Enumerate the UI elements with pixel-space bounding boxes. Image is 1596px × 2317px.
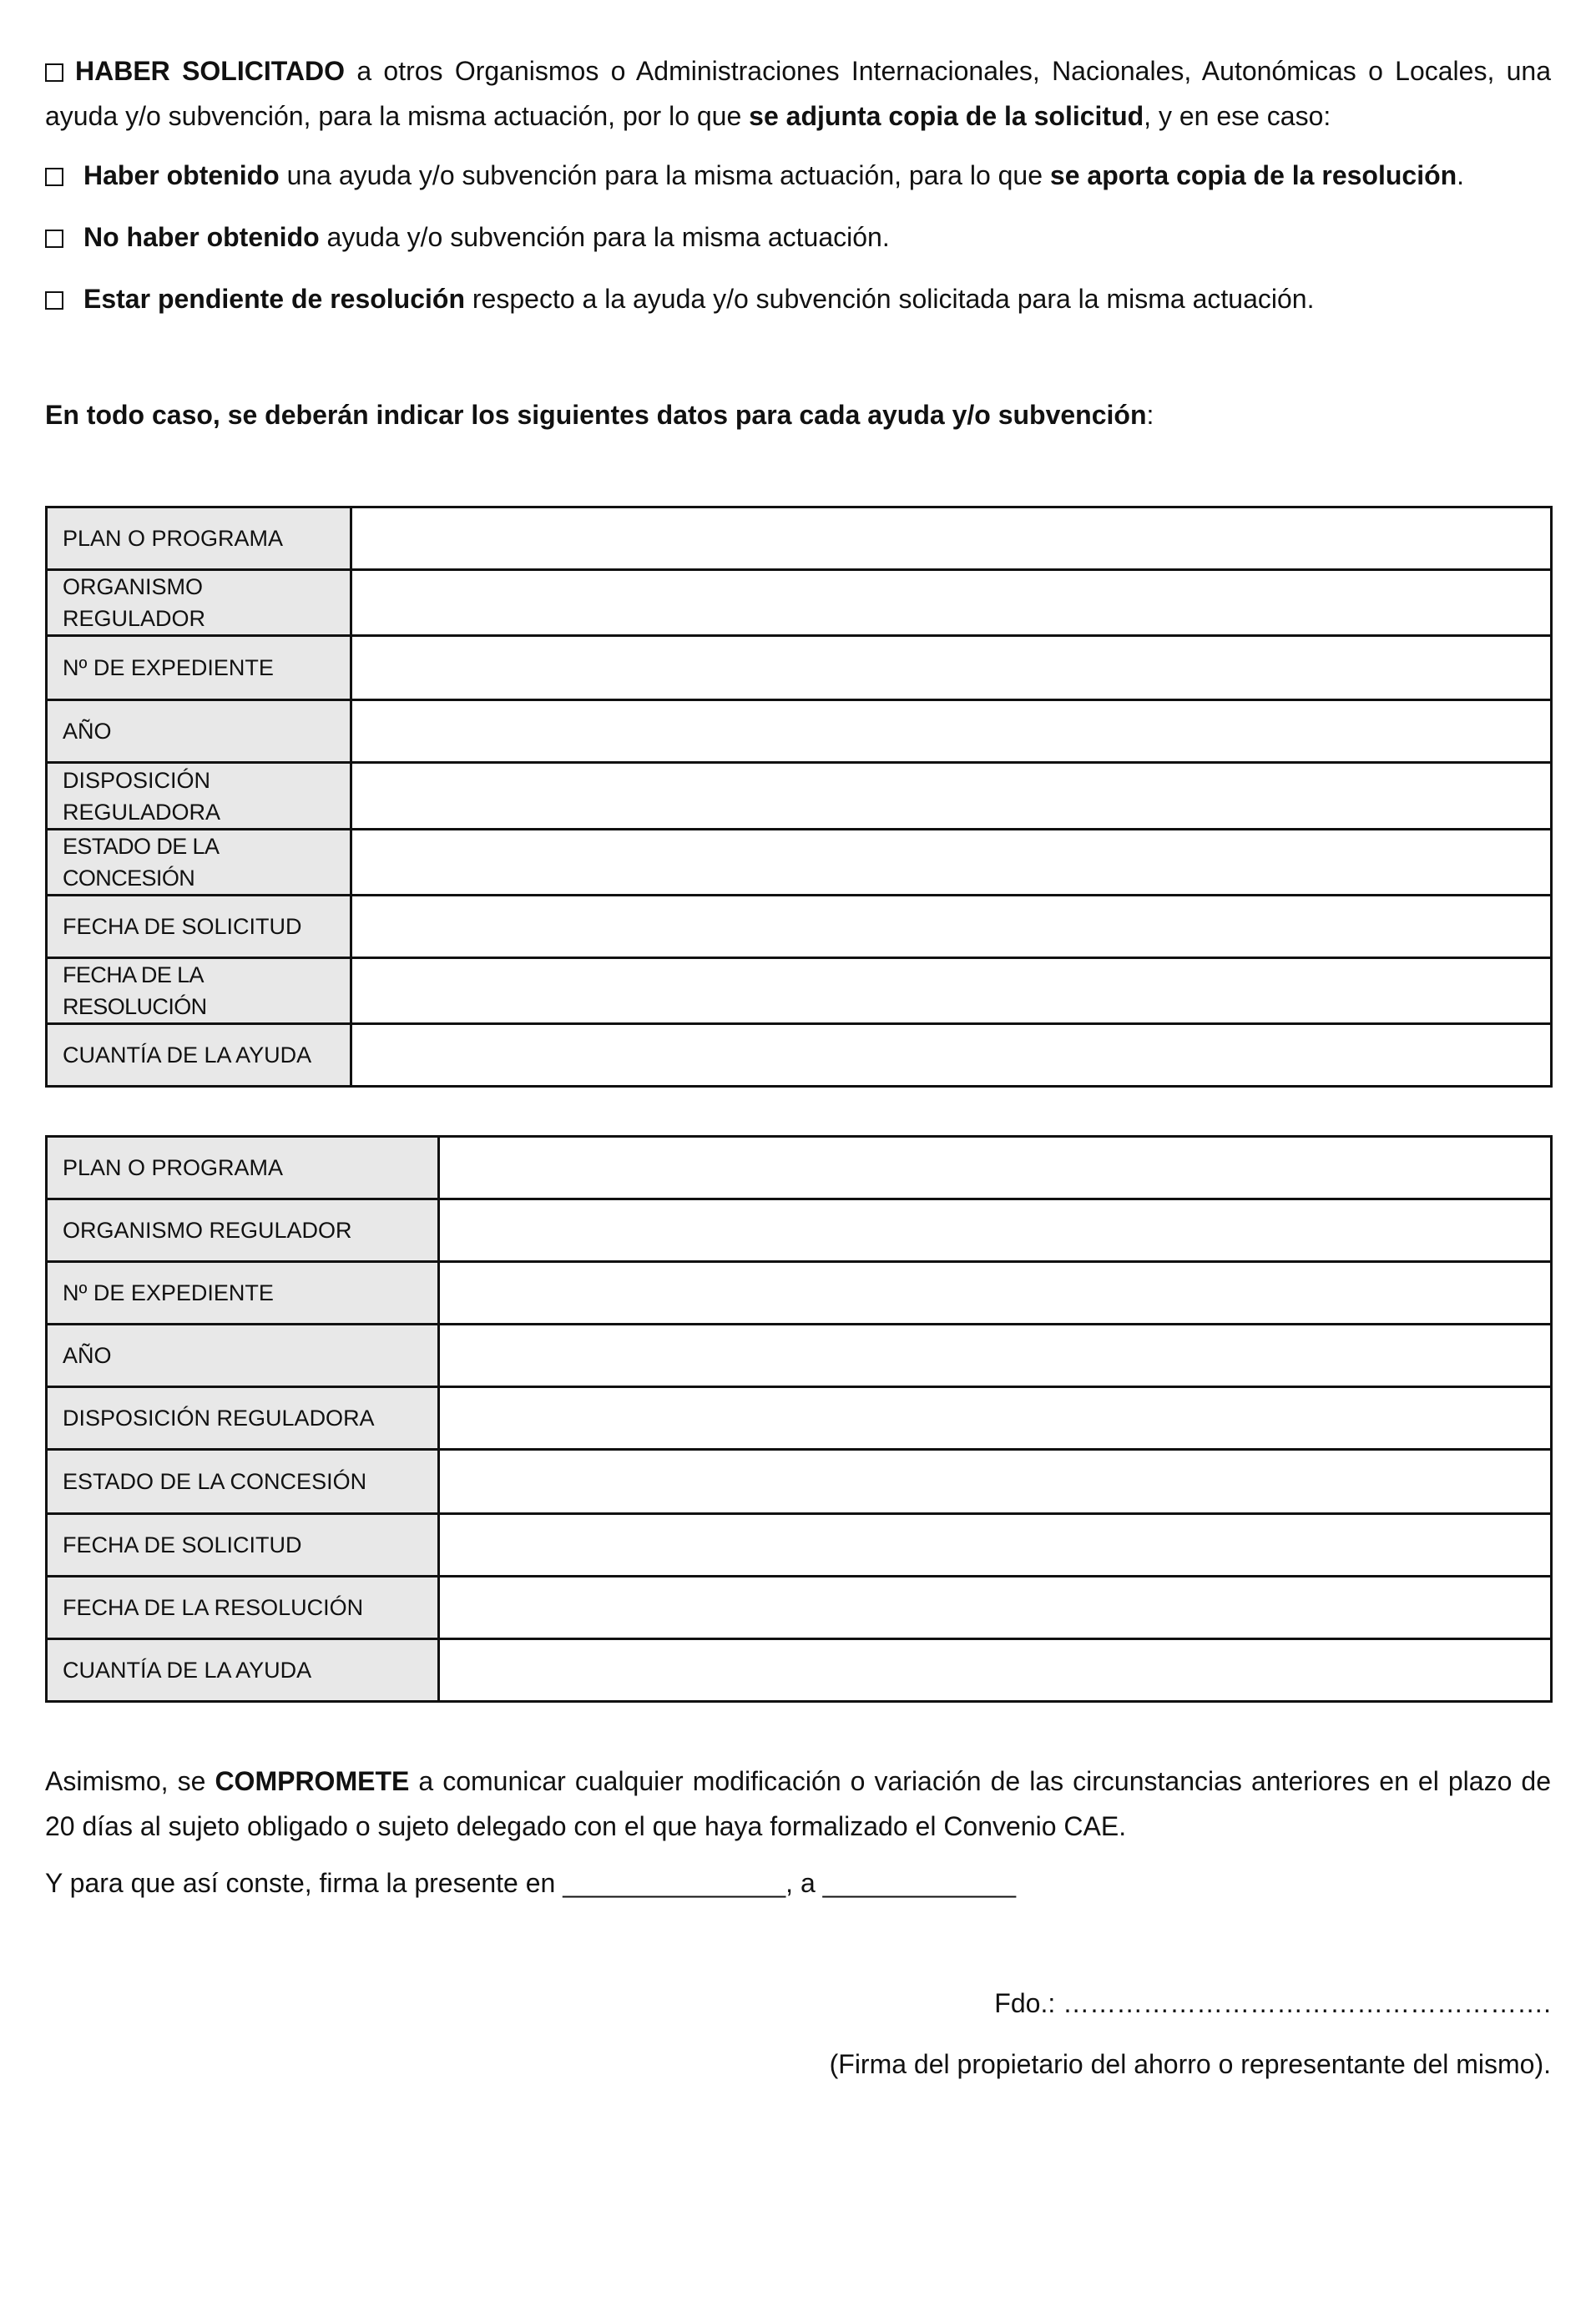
row-value-field[interactable]	[439, 1325, 1552, 1387]
place-blank-field[interactable]: _______________	[563, 1868, 786, 1898]
row-value-field[interactable]	[439, 1639, 1552, 1702]
row-value-field[interactable]	[439, 1137, 1552, 1199]
option-pendiente-resolucion: Estar pendiente de resolución respecto a la ayuda y/o subvención solicitada para la misma actuación.	[45, 282, 1551, 315]
option-haber-solicitado: HABER SOLICITADO a otros Organismos o Administraciones Internacionales, Nacionales, Autonómicas o Locales, una ayuda y/o subvención, para la misma actuación, por lo que se adjunta copia de la solicitud, y en ese caso:	[45, 56, 1552, 131]
checkbox-no-haber-obtenido[interactable]	[45, 230, 63, 248]
row-label: ORGANISMO REGULADOR	[47, 1199, 439, 1262]
checkbox-pendiente-resolucion[interactable]	[45, 291, 63, 310]
table-row	[47, 1450, 1552, 1514]
table-row	[47, 958, 1552, 1024]
row-value-field[interactable]	[351, 636, 1552, 700]
row-value-field[interactable]	[439, 1199, 1552, 1262]
table-row	[47, 1514, 1552, 1577]
signature-note: (Firma del propietario del ahorro o representante del mismo).	[829, 2049, 1551, 2079]
subsidy-table-1	[45, 506, 1553, 1088]
commitment-paragraph: Asimismo, se COMPROMETE a comunicar cualquier modificación o variación de las circunstancias anteriores en el plazo de 20 días al sujeto obligado o sujeto delegado con el que haya formalizado el Convenio CAE.	[45, 1766, 1551, 1841]
table-row	[47, 763, 1552, 830]
subsidy-table-2	[45, 1135, 1553, 1703]
checkbox-haber-obtenido[interactable]	[45, 168, 63, 186]
table-row	[47, 1639, 1552, 1702]
row-label: ORGANISMO REGULADOR	[47, 570, 351, 636]
table-row	[47, 1024, 1552, 1087]
row-label: AÑO	[47, 1325, 439, 1387]
signature-line: Fdo.: ……………………………………………….	[994, 1988, 1551, 2018]
checkbox-haber-solicitado[interactable]	[45, 63, 63, 82]
row-value-field[interactable]	[439, 1577, 1552, 1639]
table-row	[47, 1262, 1552, 1325]
row-label: FECHA DE SOLICITUD	[47, 1514, 439, 1577]
row-label: CUANTÍA DE LA AYUDA	[47, 1639, 439, 1702]
row-label: AÑO	[47, 700, 351, 763]
row-value-field[interactable]	[439, 1450, 1552, 1514]
row-value-field[interactable]	[439, 1262, 1552, 1325]
row-label: DISPOSICIÓN REGULADORA	[47, 1387, 439, 1450]
table-row	[47, 1325, 1552, 1387]
row-label: Nº DE EXPEDIENTE	[47, 1262, 439, 1325]
row-value-field[interactable]	[439, 1514, 1552, 1577]
table-row	[47, 507, 1552, 570]
sign-place-line: Y para que así conste, firma la presente en _______________, a _____________	[45, 1868, 1016, 1898]
row-label: ESTADO DE LA CONCESIÓN	[47, 1450, 439, 1514]
row-value-field[interactable]	[351, 1024, 1552, 1087]
row-label: PLAN O PROGRAMA	[47, 507, 351, 570]
table-row	[47, 700, 1552, 763]
table-row	[47, 1577, 1552, 1639]
row-value-field[interactable]	[351, 763, 1552, 830]
row-label: FECHA DE LA RESOLUCIÓN	[47, 1577, 439, 1639]
row-label: ESTADO DE LA CONCESIÓN	[47, 830, 351, 896]
option-haber-obtenido: Haber obtenido una ayuda y/o subvención para la misma actuación, para lo que se aporta copia de la resolución.	[45, 159, 1551, 192]
table-row	[47, 1387, 1552, 1450]
row-value-field[interactable]	[351, 507, 1552, 570]
table-row	[47, 1137, 1552, 1199]
option-no-haber-obtenido: No haber obtenido ayuda y/o subvención para la misma actuación.	[45, 220, 1551, 254]
table-row	[47, 636, 1552, 700]
row-value-field[interactable]	[351, 570, 1552, 636]
row-value-field[interactable]	[439, 1387, 1552, 1450]
row-value-field[interactable]	[351, 700, 1552, 763]
date-blank-field[interactable]: _____________	[822, 1868, 1016, 1898]
table-row	[47, 1199, 1552, 1262]
table-row	[47, 896, 1552, 958]
table-row	[47, 570, 1552, 636]
row-value-field[interactable]	[351, 958, 1552, 1024]
row-label: FECHA DE LA RESOLUCIÓN	[47, 958, 351, 1024]
row-label: DISPOSICIÓN REGULADORA	[47, 763, 351, 830]
row-value-field[interactable]	[351, 830, 1552, 896]
table-row	[47, 830, 1552, 896]
row-label: Nº DE EXPEDIENTE	[47, 636, 351, 700]
row-label: FECHA DE SOLICITUD	[47, 896, 351, 958]
row-label: CUANTÍA DE LA AYUDA	[47, 1024, 351, 1087]
instruction-heading: En todo caso, se deberán indicar los siguientes datos para cada ayuda y/o subvención:	[45, 400, 1154, 430]
row-value-field[interactable]	[351, 896, 1552, 958]
row-label: PLAN O PROGRAMA	[47, 1137, 439, 1199]
